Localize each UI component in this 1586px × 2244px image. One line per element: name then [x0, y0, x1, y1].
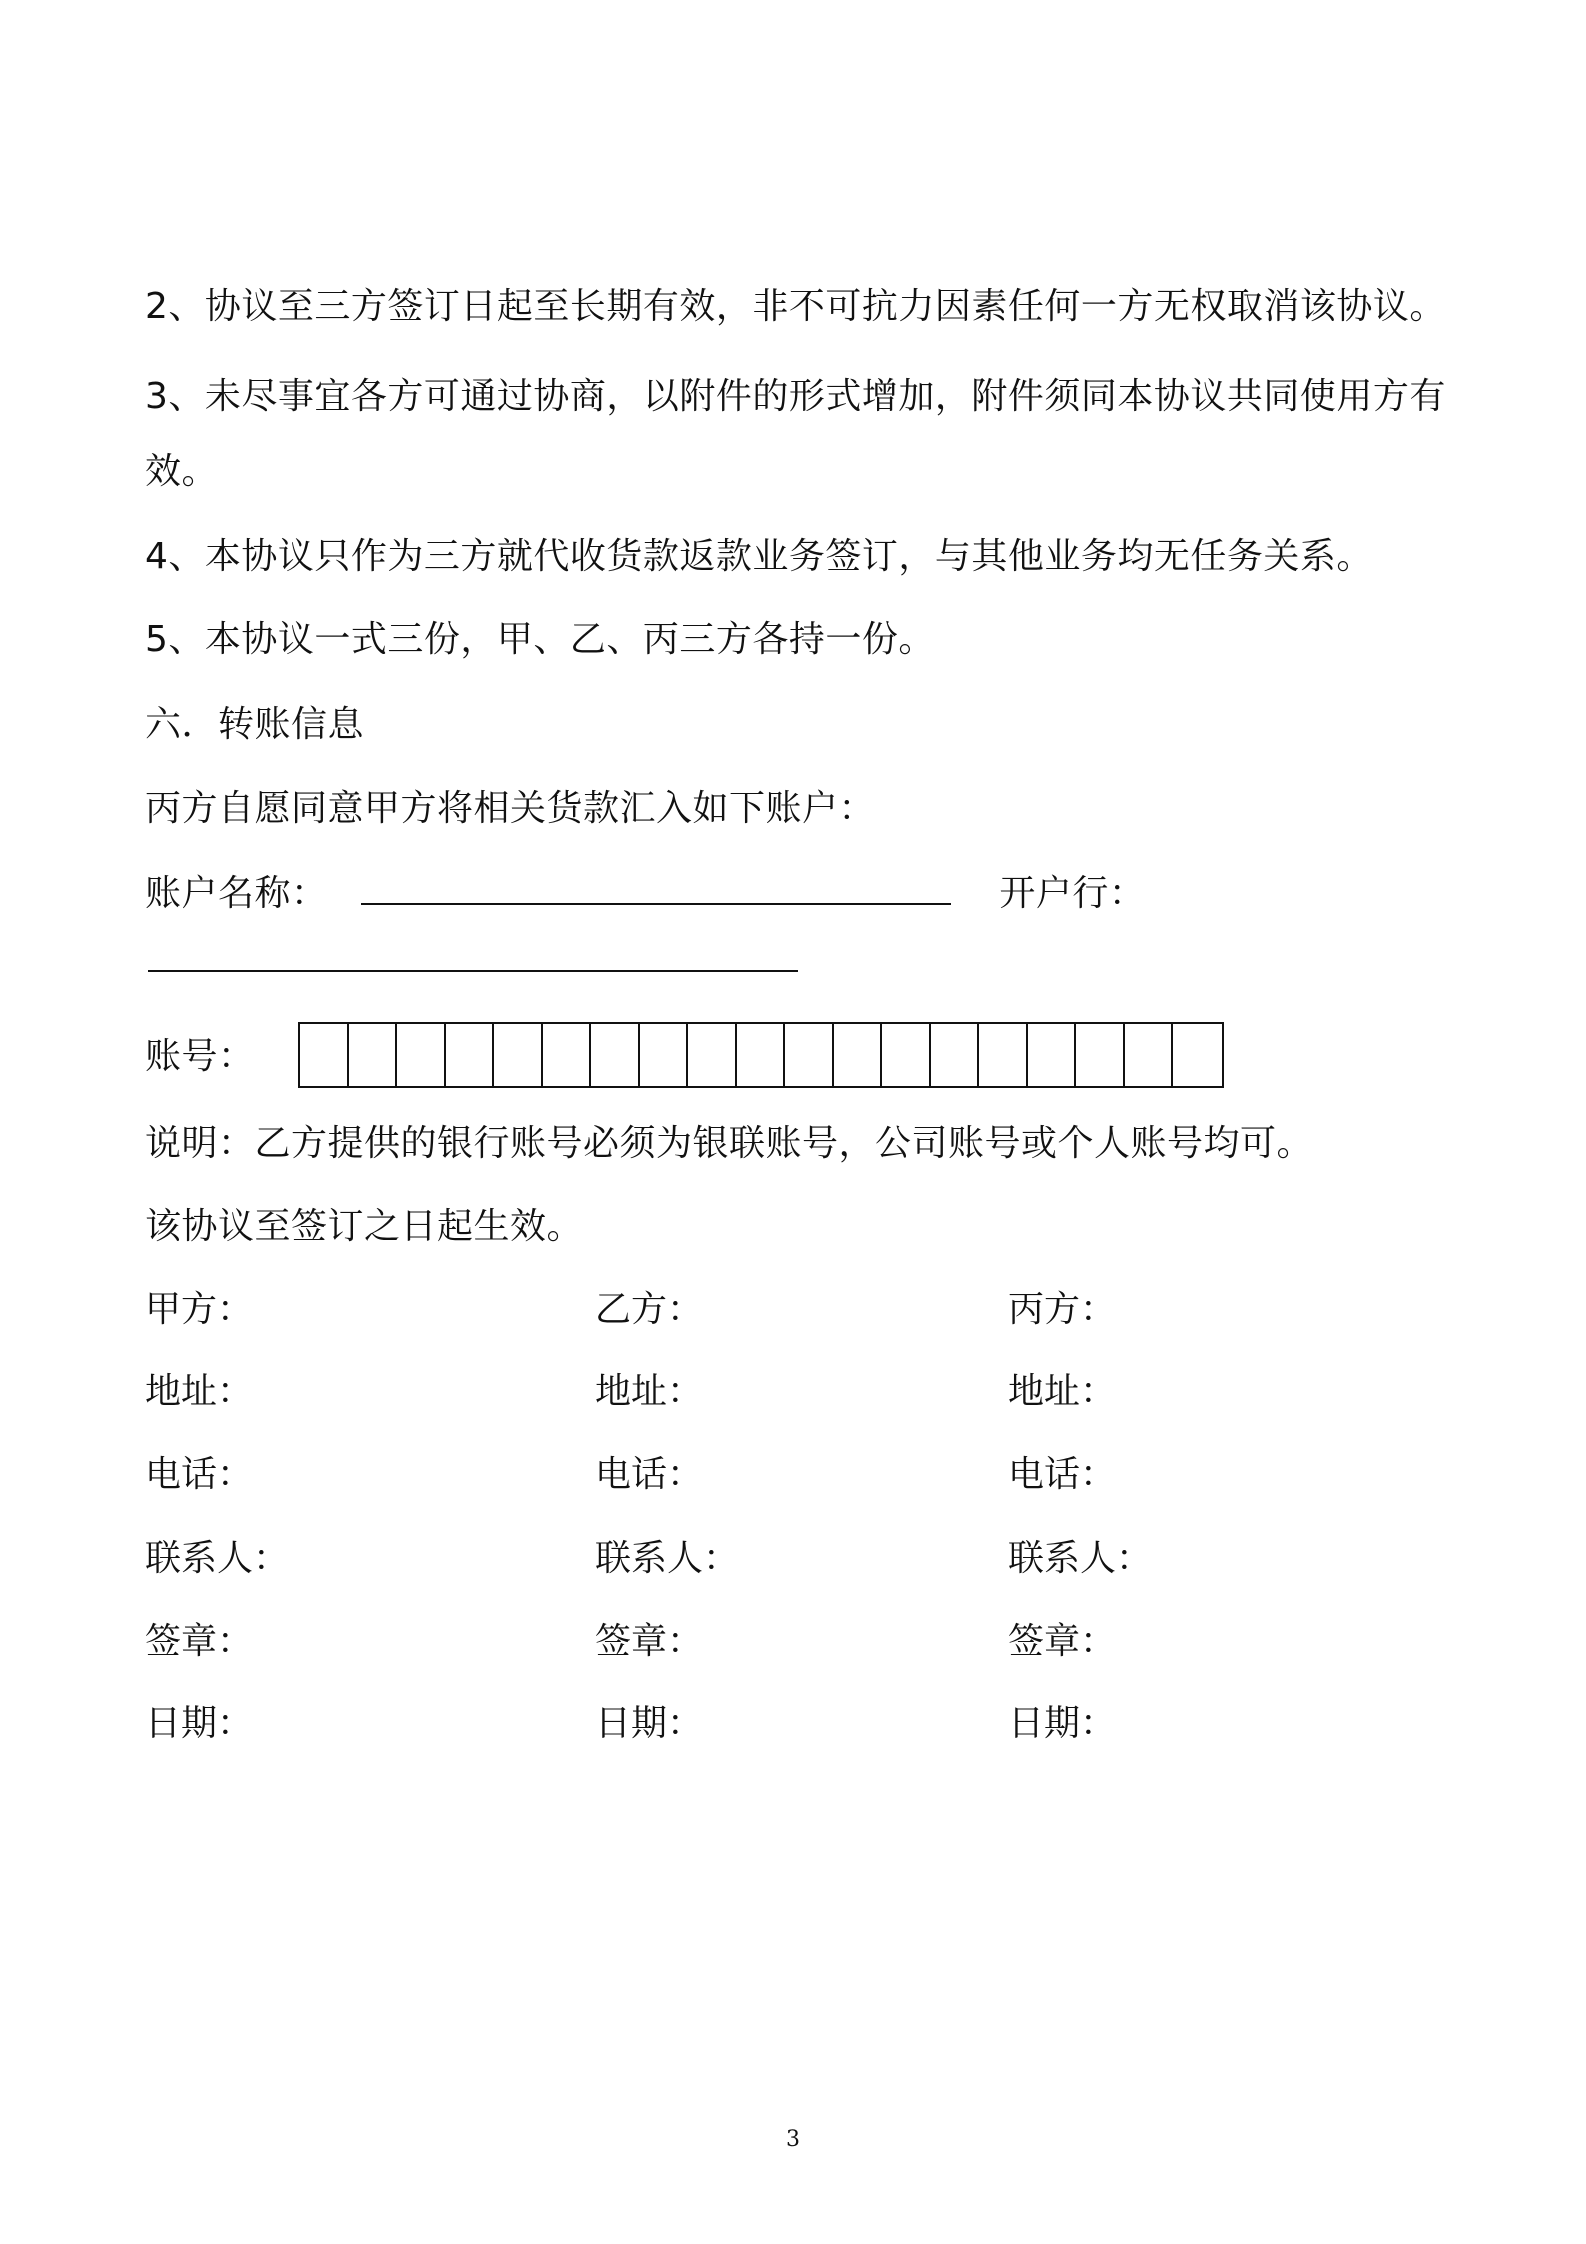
- party-a-name: 甲方：: [145, 1289, 254, 1330]
- account-digit-box[interactable]: [1076, 1024, 1125, 1086]
- account-digit-box[interactable]: [931, 1024, 980, 1086]
- account-digit-box[interactable]: [640, 1024, 689, 1086]
- party-b-seal: 签章：: [595, 1621, 704, 1662]
- bank-label: 开户行：: [999, 873, 1146, 914]
- party-c-date: 日期：: [1008, 1703, 1117, 1744]
- party-a-contact: 联系人：: [145, 1538, 290, 1579]
- clause-5: 5、本协议一式三份，甲、乙、丙三方各持一份。: [145, 619, 935, 660]
- party-a-address: 地址：: [145, 1371, 254, 1412]
- clause-3-line2: 效。: [145, 451, 219, 492]
- party-c-address: 地址：: [1008, 1371, 1117, 1412]
- party-c-contact: 联系人：: [1008, 1538, 1153, 1579]
- account-digit-box[interactable]: [349, 1024, 398, 1086]
- account-no-label: 账号：: [145, 1036, 255, 1077]
- party-b-date: 日期：: [595, 1703, 704, 1744]
- account-number-boxes[interactable]: [298, 1022, 1224, 1088]
- account-digit-box[interactable]: [834, 1024, 883, 1086]
- note: 说明：乙方提供的银行账号必须为银联账号，公司账号或个人账号均可。: [145, 1123, 1314, 1164]
- page-number: 3: [786, 2127, 800, 2152]
- account-digit-box[interactable]: [882, 1024, 931, 1086]
- account-digit-box[interactable]: [397, 1024, 446, 1086]
- party-c-name: 丙方：: [1008, 1289, 1117, 1330]
- account-digit-box[interactable]: [446, 1024, 495, 1086]
- account-name-label: 账户名称：: [145, 873, 328, 914]
- account-digit-box[interactable]: [1173, 1024, 1222, 1086]
- account-digit-box[interactable]: [494, 1024, 543, 1086]
- account-name-blank[interactable]: [361, 873, 951, 905]
- effective-statement: 该协议至签订之日起生效。: [145, 1206, 584, 1247]
- account-digit-box[interactable]: [543, 1024, 592, 1086]
- party-b-phone: 电话：: [595, 1454, 704, 1495]
- party-a-date: 日期：: [145, 1703, 254, 1744]
- account-digit-box[interactable]: [688, 1024, 737, 1086]
- account-digit-box[interactable]: [737, 1024, 786, 1086]
- transfer-intro: 丙方自愿同意甲方将相关货款汇入如下账户：: [145, 788, 876, 829]
- clause-4: 4、本协议只作为三方就代收货款返款业务签订，与其他业务均无任务关系。: [145, 536, 1373, 577]
- account-digit-box[interactable]: [300, 1024, 349, 1086]
- account-name-row: [145, 872, 1145, 916]
- account-digit-box[interactable]: [1028, 1024, 1077, 1086]
- clause-3-line1: 3、未尽事宜各方可通过协商，以附件的形式增加，附件须同本协议共同使用方有: [145, 376, 1446, 417]
- party-b-contact: 联系人：: [595, 1538, 740, 1579]
- bank-blank[interactable]: [148, 970, 798, 972]
- account-digit-box[interactable]: [979, 1024, 1028, 1086]
- account-digit-box[interactable]: [591, 1024, 640, 1086]
- account-digit-box[interactable]: [785, 1024, 834, 1086]
- party-a-seal: 签章：: [145, 1621, 254, 1662]
- account-digit-box[interactable]: [1125, 1024, 1174, 1086]
- party-b-name: 乙方：: [595, 1289, 704, 1330]
- party-c-seal: 签章：: [1008, 1621, 1117, 1662]
- section-heading: 六．转账信息: [145, 704, 365, 745]
- party-b-address: 地址：: [595, 1371, 704, 1412]
- party-c-phone: 电话：: [1008, 1454, 1117, 1495]
- party-a-phone: 电话：: [145, 1454, 254, 1495]
- clause-2: 2、协议至三方签订日起至长期有效，非不可抗力因素任何一方无权取消该协议。: [145, 286, 1446, 327]
